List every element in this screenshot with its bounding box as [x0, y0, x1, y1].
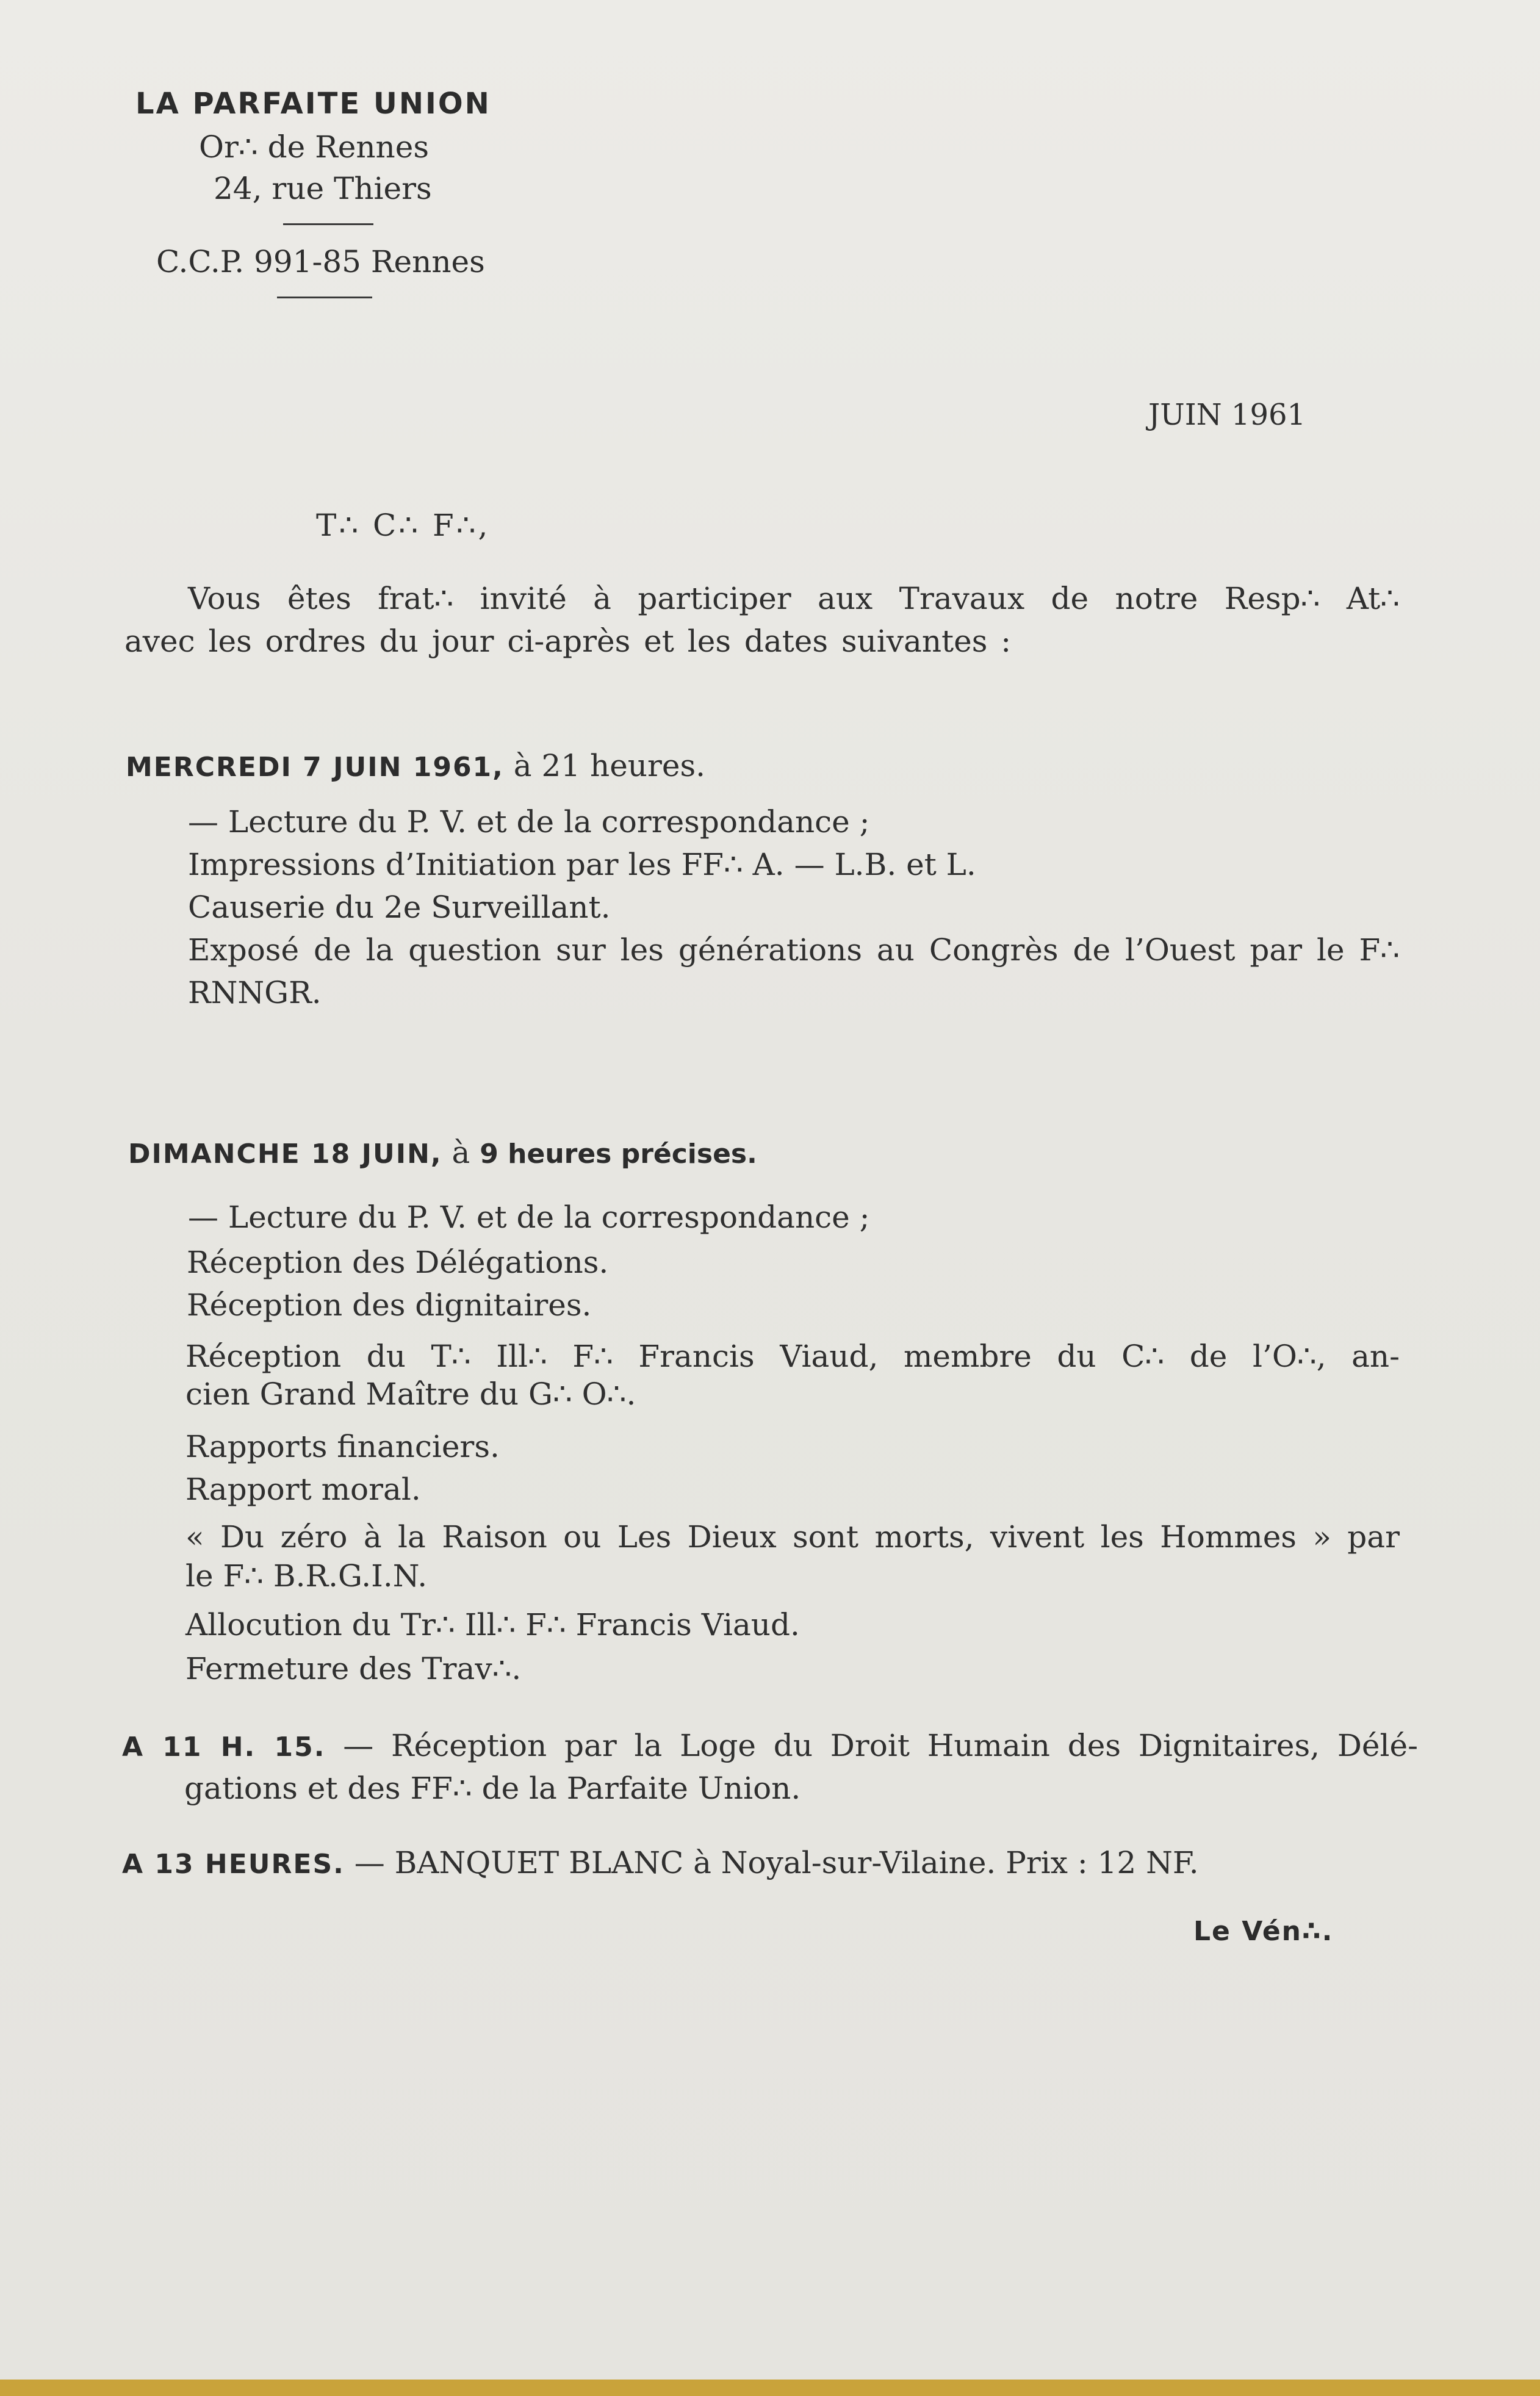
letterhead-rule-2 [277, 297, 372, 298]
session2-item-11: Fermeture des Trav∴. [185, 1651, 522, 1686]
session1-heading [126, 748, 705, 783]
reception-line-2: gations et des FF∴ de la Parfaite Union. [184, 1771, 801, 1806]
session1-item-3: Causerie du 2e Surveillant. [188, 890, 611, 925]
session2-item-7: Rapport moral. [185, 1472, 421, 1507]
session2-item-3: Réception des dignitaires. [187, 1287, 592, 1323]
session2-item-8: « Du zéro à la Raison ou Les Dieux sont morts, vivent les Hommes » par [185, 1519, 1400, 1555]
ccp-line: C.C.P. 991-85 Rennes [156, 244, 485, 279]
banquet-line [122, 1845, 1199, 1880]
banquet-time: A 13 HEURES. [122, 1849, 345, 1880]
orient-line: Or∴ de Rennes [199, 129, 429, 165]
signature: Le Vén∴. [1193, 1916, 1334, 1947]
session2-date: DIMANCHE 18 JUIN, [128, 1139, 442, 1170]
intro-line-1: Vous êtes frat∴ invité à participer aux Travaux de notre Resp∴ At∴ [188, 581, 1400, 616]
session2-item-10: Allocution du Tr∴ Ill∴ F∴ Francis Viaud. [185, 1607, 800, 1642]
salutation: T∴ C∴ F∴, [316, 508, 491, 543]
session1-item-2: Impressions d’Initiation par les FF∴ A. — L.B. et L. [188, 847, 976, 882]
session2-item-9: le F∴ B.R.G.I.N. [185, 1558, 428, 1594]
session2-heading [128, 1135, 757, 1170]
session2-item-2: Réception des Délégations. [187, 1245, 609, 1280]
session2-time-prefix: à [442, 1135, 480, 1170]
session1-item-5: RNNGR. [188, 975, 322, 1010]
session1-date: MERCREDI 7 JUIN 1961, [126, 752, 504, 783]
banquet-text: — BANQUET BLANC à Noyal-sur-Vilaine. Prix : 12 NF. [344, 1845, 1199, 1880]
session2-item-1: — Lecture du P. V. et de la correspondance ; [188, 1200, 870, 1235]
session2-item-4: Réception du T∴ Ill∴ F∴ Francis Viaud, membre du C∴ de l’O∴, an- [185, 1339, 1400, 1374]
session2-item-6: Rapports financiers. [185, 1429, 500, 1464]
session1-time: à 21 heures. [503, 748, 706, 783]
reception-line-1 [122, 1728, 1418, 1763]
background-strip [0, 2380, 1540, 2396]
reception-time: A 11 H. 15. [122, 1732, 326, 1763]
reception-text: — Réception par la Loge du Droit Humain des Dignitaires, Délé- [325, 1728, 1418, 1763]
session1-item-1: — Lecture du P. V. et de la correspondance ; [188, 804, 870, 840]
letter-date: JUIN 1961 [1148, 398, 1306, 432]
organization-name: LA PARFAITE UNION [135, 87, 491, 121]
session2-item-5: cien Grand Maître du G∴ O∴. [185, 1376, 636, 1412]
letterhead-rule-1 [283, 223, 373, 225]
intro-line-2: avec les ordres du jour ci-après et les dates suivantes : [124, 624, 1012, 659]
session1-item-4: Exposé de la question sur les générations au Congrès de l’Ouest par le F∴ [188, 932, 1400, 968]
session2-time: 9 heures précises. [480, 1139, 757, 1170]
address-line: 24, rue Thiers [214, 171, 432, 206]
